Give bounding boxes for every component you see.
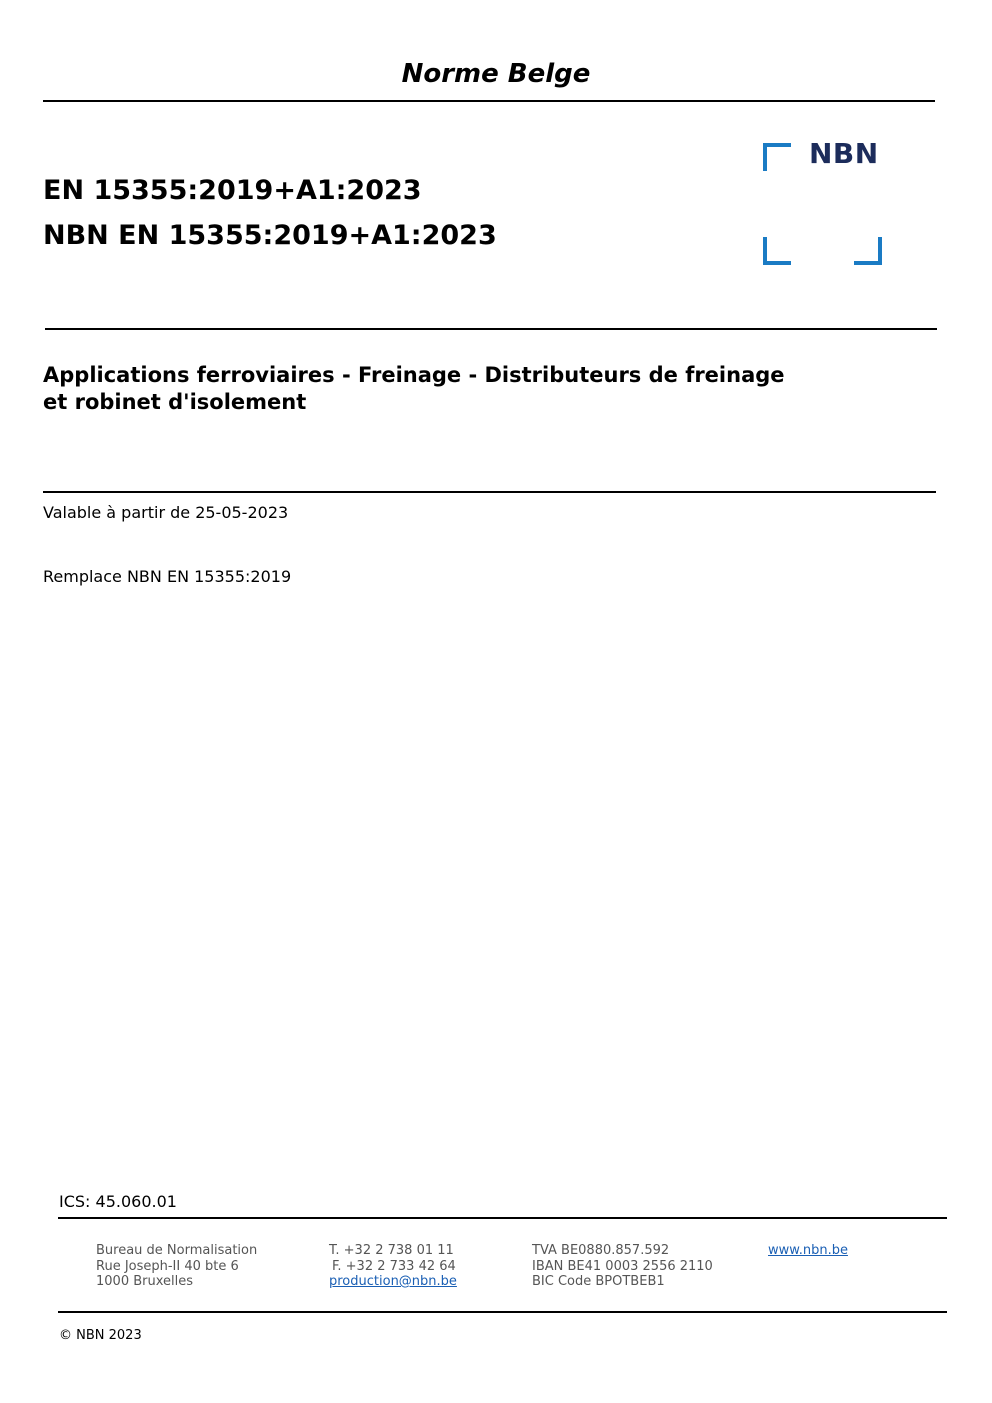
copyright-notice: © NBN 2023 (59, 1328, 142, 1343)
footer-iban: IBAN BE41 0003 2556 2110 (532, 1258, 713, 1274)
title-top-divider (45, 328, 937, 330)
logo-corner-top-left-icon (763, 143, 791, 171)
replaces-standard: Remplace NBN EN 15355:2019 (43, 567, 292, 586)
document-title-line-2: et robinet d'isolement (43, 390, 307, 414)
footer-email-link[interactable]: production@nbn.be (329, 1274, 457, 1289)
footer-contact (329, 1243, 457, 1290)
footer-address-line-2: Rue Joseph-II 40 bte 6 (96, 1258, 239, 1274)
nbn-standard-id: NBN EN 15355:2019+A1:2023 (43, 220, 497, 251)
document-title-line-1: Applications ferroviaires - Freinage - Distributeurs de freinage (43, 363, 785, 387)
footer-website-link[interactable]: www.nbn.be (768, 1243, 848, 1258)
footer-address-line-1: Bureau de Normalisation (96, 1243, 258, 1258)
footer-address (96, 1243, 257, 1290)
footer-bank (532, 1243, 713, 1290)
logo-corner-bottom-right-icon (854, 237, 882, 265)
ics-code: ICS: 45.060.01 (59, 1192, 177, 1211)
document-title (43, 362, 923, 416)
logo-text: NBN (809, 137, 879, 170)
footer-address-line-3: 1000 Bruxelles (96, 1274, 194, 1289)
en-standard-id: EN 15355:2019+A1:2023 (43, 175, 422, 206)
footer-bottom-divider (58, 1311, 947, 1313)
footer-web (768, 1243, 848, 1259)
nbn-logo (760, 137, 886, 266)
document-header-title: Norme Belge (401, 59, 591, 89)
footer-bic: BIC Code BPOTBEB1 (532, 1274, 665, 1289)
title-bottom-divider (43, 491, 936, 493)
validity-date: Valable à partir de 25-05-2023 (43, 503, 289, 522)
footer-phone: T. +32 2 738 01 11 (329, 1243, 454, 1258)
footer-vat: TVA BE0880.857.592 (532, 1243, 670, 1258)
header-divider (43, 100, 935, 102)
footer-fax: F. +32 2 733 42 64 (332, 1258, 456, 1274)
footer-top-divider (58, 1217, 947, 1219)
logo-corner-bottom-left-icon (763, 237, 791, 265)
